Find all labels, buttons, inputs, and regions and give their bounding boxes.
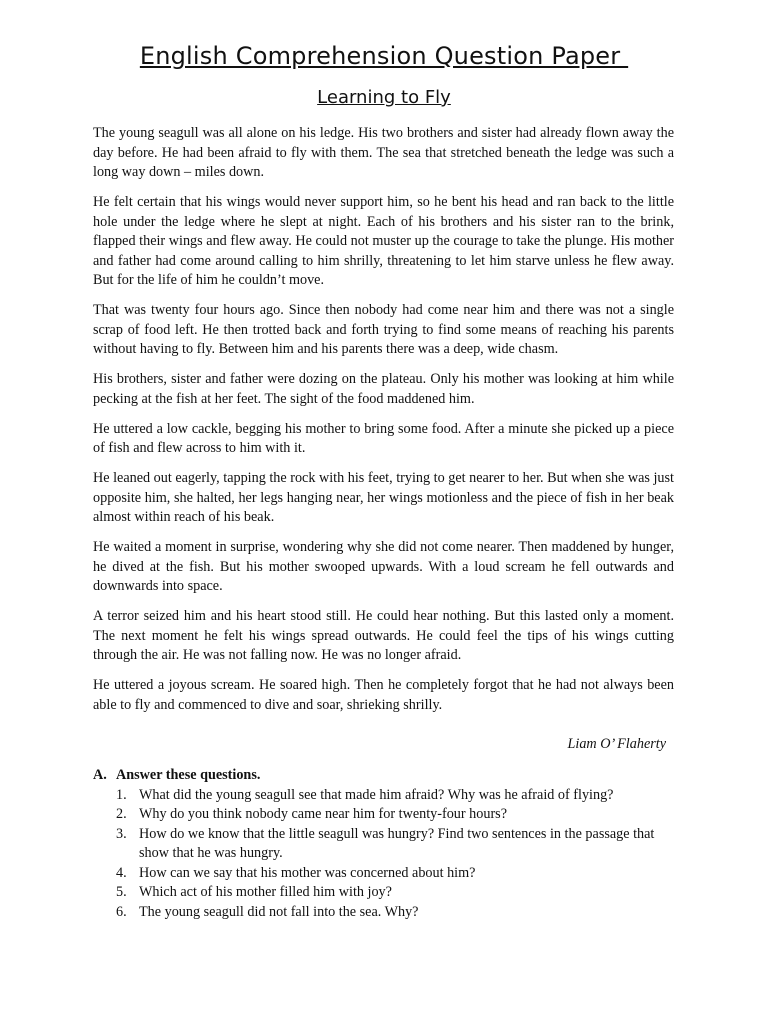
question-number: 6. xyxy=(116,903,127,920)
section-letter: A. xyxy=(93,767,107,783)
section-heading-text: Answer these questions. xyxy=(116,767,261,783)
question-number: 3. xyxy=(116,825,127,842)
question-text: How can we say that his mother was concerned about him? xyxy=(139,864,476,881)
passage xyxy=(93,124,674,726)
paragraph: A terror seized him and his heart stood still. He could hear nothing. But this lasted only a moment. The next moment he felt his wings spread outwards. He could feel the tips of his wings cutting through the air. He was not falling now. He was no longer afraid. xyxy=(93,608,674,663)
question-text: The young seagull did not fall into the sea. Why? xyxy=(139,903,419,920)
question-item xyxy=(93,864,683,884)
section-heading xyxy=(93,766,683,786)
paragraph: He leaned out eagerly, tapping the rock with his feet, trying to get nearer to her. But when she was just opposite him, she halted, her legs hanging near, her wings motionless and the piece of fish in her beak almost within reach of his beak. xyxy=(93,470,674,525)
question-list xyxy=(93,786,683,923)
question-section xyxy=(93,766,683,922)
question-number: 1. xyxy=(116,786,127,803)
question-item xyxy=(93,903,683,923)
question-text: Which act of his mother filled him with joy? xyxy=(139,884,392,900)
paragraph: That was twenty four hours ago. Since then nobody had come near him and there was not a single scrap of food left. He then trotted back and forth trying to find some means of reaching his parents without having to fly. Between him and his parents there was a deep, wide chasm. xyxy=(93,302,674,357)
question-number: 5. xyxy=(116,884,127,900)
passage-title: Learning to Fly xyxy=(317,87,451,108)
paragraph: The young seagull was all alone on his ledge. His two brothers and sister had already flown away the day before. He had been afraid to fly with them. The sea that stretched beneath the ledge was such a long way down – miles down. xyxy=(93,125,674,180)
question-text: What did the young seagull see that made him afraid? Why was he afraid of flying? xyxy=(139,786,614,803)
page-title: English Comprehension Question Paper xyxy=(139,42,629,70)
question-number: 2. xyxy=(116,806,127,822)
paragraph: His brothers, sister and father were dozing on the plateau. Only his mother was looking at him while pecking at the fish at her feet. The sight of the food maddened him. xyxy=(93,371,674,407)
question-item xyxy=(93,825,683,864)
paragraph: He felt certain that his wings would never support him, so he bent his head and ran back to the little hole under the ledge where he slept at night. Each of his brothers and his sister ran to the brink, flapped their wings and flew away. He could not muster up the courage to take the plunge. His mother and father had come around calling to him shrilly, threatening to let him starve unless he flew away. But for the life of him he couldn’t move. xyxy=(93,194,674,288)
paragraph: He uttered a low cackle, begging his mother to bring some food. After a minute she picked up a piece of fish and flew across to him with it. xyxy=(93,420,674,456)
question-text: Why do you think nobody came near him for twenty-four hours? xyxy=(139,806,507,822)
question-number: 4. xyxy=(116,864,127,881)
author-credit: Liam O’ Flaherty xyxy=(567,736,666,752)
question-text: How do we know that the little seagull was hungry? Find two sentences in the passage that show that he was hungry. xyxy=(139,825,655,861)
question-item xyxy=(93,805,683,825)
question-item xyxy=(93,883,683,903)
paragraph: He uttered a joyous scream. He soared high. Then he completely forgot that he had not always been able to fly and commenced to dive and soar, shrieking shrilly. xyxy=(93,677,674,713)
question-item xyxy=(93,786,683,806)
paragraph: He waited a moment in surprise, wondering why she did not come nearer. Then maddened by hunger, he dived at the fish. But his mother swooped upwards. With a loud scream he fell outwards and downwards into space. xyxy=(93,539,674,594)
